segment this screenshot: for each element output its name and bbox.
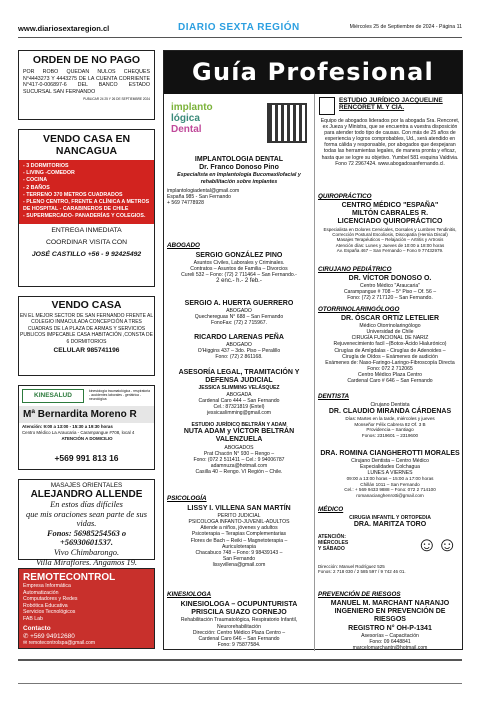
kinesalud-logo: KINESALUD [22, 389, 84, 403]
kinesalud-dom: ATENCIÓN A DOMICILIO [61, 436, 113, 442]
larenas-block [167, 334, 311, 360]
feature-item: - SUPERMERCADO- PANADERÍAS Y COLEGIOS. [23, 213, 146, 220]
kinesalud-info [22, 424, 152, 443]
implanto-name: Dr. Franco Donoso Pino [199, 164, 279, 172]
vdonoso-block [318, 275, 462, 301]
vdonoso-name: DR. VÍCTOR DONOSO O. [348, 275, 432, 282]
remo-email[interactable] [23, 640, 150, 646]
remo-item: Computadores y Redes [23, 596, 78, 603]
qr-code-icon [267, 103, 307, 143]
naranjo-email[interactable]: marcelomarchantn@hotmail.com [352, 645, 428, 651]
villena-line: PSICOLOGA INFANTO-JUVENIL-ADULTOS [188, 519, 290, 526]
orden-no-pago-ad [18, 50, 155, 120]
ortiz-line: Exámenes de: Naso-Faringo-Laringo-Fibroscopía Directa [325, 359, 455, 366]
guia-left-column [164, 94, 314, 651]
villena-line: Psicoterapia – Terapias Complementarias [191, 531, 287, 538]
guia-banner: Guía Profesional [164, 51, 462, 94]
vendo-casa-ad [18, 296, 155, 376]
ortiz-name: DR. ÓSCAR ORTIZ LETELIER [341, 315, 439, 322]
beltran-line: ABOGADOS [224, 444, 254, 451]
quiro-name: MILTÓN CABRALES R. [351, 210, 429, 218]
maritza-spec: CIRUGIA INFANTIL Y ORTOPEDIA [349, 515, 431, 521]
larenas-name: RICARDO LARENAS PEÑA [194, 334, 284, 341]
maritza-contact [318, 564, 462, 575]
logo-line: implanto [171, 102, 213, 113]
suazo-line: Cardenal Caro 646 – San Fernando [198, 635, 280, 642]
implanto-title: IMPLANTOLOGIA DENTAL [194, 156, 284, 163]
section-medico: MÉDICO [318, 506, 344, 513]
suazo-line: Neurorehabilitación [217, 623, 261, 630]
implanto-block [167, 156, 311, 207]
beltran-block [167, 422, 311, 475]
ortiz-line: Fono: 072 2 712065 [367, 365, 413, 372]
ortiz-line: Cardenal Caro # 646 – San Fernando [347, 378, 433, 385]
gonzalez-block [167, 252, 311, 285]
page-divider [18, 659, 462, 661]
casa1-contact: JOSÉ CASTILLO +56 - 9 92425492 [31, 250, 142, 258]
guia-profesional [163, 50, 463, 650]
newspaper-title: DIARIO SEXTA REGIÓN [178, 22, 300, 33]
naranjo-title: INGENIERO EN PREVENCIÓN DE RIESGOS [334, 608, 446, 624]
gonzalez-line: 2 enc.- h.- 2 feb.- [216, 278, 262, 285]
section-abogado: ABOGADO [167, 242, 200, 249]
masajes-fono[interactable]: Fonos: 56985254563 o +56930601537. [46, 528, 127, 548]
cardenas-line: Providencia – Santiago [366, 427, 414, 433]
naranjo-name: MANUEL M. MARCHANT NARANJO [330, 600, 450, 607]
section-otorrino: OTORRINOLARINGÓLOGO [318, 306, 400, 313]
implanto-email[interactable]: implantologiadental@gmail.com [167, 188, 240, 195]
casa2-cel: CELULAR 985741196 [53, 347, 120, 355]
law-firm-icon [319, 97, 335, 115]
masajes-l1: En estos días difíciles [50, 500, 123, 509]
beltran-line: Casilla 40 – Rengo. VI Región – Chile. [195, 468, 283, 475]
asesoria-line: Cel.: 87321819 (Entel) [213, 403, 265, 410]
implanto-phone[interactable]: + 569 74778928 [167, 200, 204, 207]
remo-phone[interactable] [23, 632, 150, 640]
rencoret-name: ESTUDIO JURÍDICO JACQUELINE RENCORET M. Y CÍA. [339, 97, 443, 112]
mail-icon: ✉ [23, 639, 29, 646]
maritza-schedule [318, 534, 408, 552]
asesoria-lawyer: JESSICA SLIMMING VELÁSQUEZ [198, 385, 280, 392]
feature-item: - COCINA [23, 177, 48, 184]
ortiz-line: Rejuvenecimiento facil –(Botox-Ácido Hialurónico) [333, 341, 447, 348]
suazo-title: KINESIOLOGA – OCUPUNTURISTA [180, 601, 298, 608]
ortiz-line: Médico Otorrinolaringólogo [359, 323, 421, 330]
quiro-line: Atención días: Lunes y Jueves de 10:00 a 18:00 horas [335, 242, 445, 248]
casa1-coordinar: COORDINAR VISITA CON [45, 238, 128, 246]
gonzalez-line: Cureli 532 – Fono: (72) 2 711464 – San Fernando.- [181, 272, 297, 279]
ortiz-line: Cirugías de Amígdalas - Cirugías de Adenoides – [334, 347, 446, 354]
villena-email[interactable]: lissyvillena@gmail.com [212, 561, 266, 568]
masajes-ad [18, 479, 155, 567]
beltran-name: NUTA ADAM y VÍCTOR BELTRÁN VALENZUELA [183, 428, 295, 444]
orden-text: POR ROBO QUEDAN NULOS CHEQUES N°4443273 Y 4443275 DE LA CUENTA CORRIENTE N°417-0-006897-6 DEL BANCO ESTADO SUCURSAL SAN FERNANDO [23, 69, 150, 95]
larenas-line: Fono: (72) 2 861168. [215, 354, 263, 361]
cardenas-block [318, 402, 462, 438]
feature-item: - PLENO CENTRO, FRENTE A CLÍNICA A METROS DE HOSPITAL - CARABINEROS DE CHILE [23, 199, 150, 213]
casa2-text: EN EL MEJOR SECTOR DE SAN FERNANDO FRENTE AL COLEGIO INMACULADA CONCEPCIÓN A TRES CUADRAS DE LA PLAZA DE ARMAS Y SERVICIOS PUBLICOS IMPECABLE CASA HABITACIÓN ,CONSTA DE 6 DORMITORIOS [19, 313, 154, 345]
implanto-logo-area [167, 99, 311, 154]
suazo-line: Rehabilitación Traumatológica, Respiratorio Infantil, [180, 617, 298, 624]
kinesalud-name: Mª Bernardita Moreno R [19, 406, 154, 423]
phone-icon: ✆ [23, 632, 31, 640]
cardenas-line: Fonos: 2319601 – 2319600 [361, 432, 419, 438]
implanto-addr: España 985 - San Fernando [167, 194, 232, 201]
villena-name: LISSY I. VILLENA SAN MARTÍN [187, 505, 291, 512]
cardenas-line: Días: Martes en la tarde, miércoles y jueves [345, 416, 435, 422]
huerta-name: SERGIO A. HUERTA GUERRERO [184, 300, 294, 307]
implanto-spec: Especialista en Implantología Bucomaxilofacial y rehabilitación sobre implantes [177, 172, 301, 185]
quiro-title: LICENCIADO QUIROPRÁCTICO [337, 218, 443, 226]
page-header [18, 22, 462, 38]
kinesalud-addr: Centro Médico La Araucaria - Carampangue #708, local 4 [22, 430, 135, 436]
masajes-name: ALEJANDRO ALLENDE [30, 489, 143, 500]
kinesalud-sub: kinesiología traumatológica - respiratoria - accidentes laborales - geriátrica - neurológica [89, 389, 151, 402]
remo-email-text: remotecontrolspa@gmail.com [28, 639, 96, 646]
quiro-block [318, 202, 462, 254]
orden-pub: PUBLICAR 24 25 Y 26 DE SEPTIEMBRE 2024 [83, 97, 150, 102]
naranjo-line: Fono: 09 6448841 [369, 638, 411, 645]
casa1-title: VENDO CASA EN NANCAGUA [42, 133, 131, 157]
section-quiropractico: QUIROPRÁCTICO [318, 193, 372, 200]
asesoria-email[interactable]: jessicaslimming@gmail.com [206, 409, 272, 416]
romina-name: DRA. ROMINA CIANGHEROTTI MORALES [320, 450, 460, 457]
larenas-line: ABOGADO [226, 342, 252, 349]
maritza-line: Y SÁBADO [318, 546, 345, 553]
page-date: Miércoles 25 de Septiembre de 2024 - Página 11 [349, 24, 462, 30]
villena-line: Atiende a niños, jóvenes y adultos [200, 525, 278, 532]
gonzalez-line: Contratos – Asuntos de Familia – Divorcios [190, 266, 288, 273]
villena-block [167, 505, 311, 568]
romina-line: LUNES A VIERNES [367, 470, 413, 477]
romina-email[interactable]: romanacianghenrotti@gmail.com [356, 492, 424, 498]
remo-phone-text: +569 94912680 [30, 632, 75, 640]
huerta-line: Quechereguas N° 688 – San Fernando [194, 314, 284, 321]
vdonoso-line: Fono: (72) 2 717120 – San Fernando. [347, 295, 433, 302]
remo-item: Servicios Tecnológicos [23, 609, 76, 616]
ortiz-line: CIRUGÍA FUNCIONAL DE NARIZ [351, 335, 429, 342]
casa1-features [19, 160, 154, 224]
quiro-center: CENTRO MÉDICO "ESPAÑA" [341, 202, 439, 209]
kinesalud-ad [18, 385, 155, 470]
cardenas-line: Monseñor Félix Cabrera 82 Of. 3 B [354, 421, 426, 427]
villena-line: Auriculoterapia [222, 543, 256, 550]
page-divider-bottom [18, 683, 462, 684]
huerta-line: ABOGADO [226, 308, 252, 315]
asesoria-line: ABOGADA [226, 391, 252, 398]
section-dentista: DENTISTA [318, 393, 350, 400]
quiro-line: Av. España 467 – San Fernando – Fono 9 77432979. [336, 248, 444, 254]
section-kinesiologa: KINESIOLOGA [167, 591, 212, 598]
asesoria-name: ASESORÍA LEGAL, TRAMITACIÓN Y DEFENSA JUDICIAL [178, 369, 300, 385]
masajes-l2: que mis oraciones sean parte de sus vidas. [26, 509, 147, 529]
remo-item: FAB Lab [23, 615, 43, 622]
ortiz-line: Cirugía de Oídos – Exámenes de audición [342, 353, 438, 360]
naranjo-registro: REGISTRO N° OH-P-1341 [348, 624, 432, 632]
gonzalez-name: SERGIO GONZÁLEZ PINO [195, 252, 283, 259]
rencoret-text: Equipo de abogados liderados por la abogada Sra. Rencoret, ex Jueza y Ministra, que se encuentra a vuestra disposición para atender todo tipo de causas. Con más de 25 años de experiencia y logros comprobables, Ud., será atendido en forma cálida y responsable, por abogados que despejaran todas las herramientas legales, de manera pronta y eficaz, hasta que se logre su objetivo. Yumbel 581 esquina Valdivia. Fono 72 2967424. www.abogadosanfernando.cl. [320, 118, 460, 167]
remo-contact: Contacto [23, 624, 51, 632]
section-psicologia: PSICOLOGÍA [167, 495, 207, 502]
children-icon: ☺☺ [416, 534, 458, 556]
logo-line: lógica [171, 113, 200, 124]
remo-item: Robótica Educativa [23, 602, 68, 609]
ortiz-block [318, 315, 462, 384]
section-cirujano-pediatrico: CIRUJANO PEDIÁTRICO [318, 266, 392, 273]
suazo-line: Dirección: Centro Médico Plaza Centro – [192, 629, 286, 636]
feature-item: - 3 DORMITORIOS [23, 163, 69, 169]
casa2-title: VENDO CASA [51, 299, 122, 311]
masajes-l5: Villa Miraflores. Angamos 19. [35, 557, 138, 567]
casa1-entrega: ENTREGA INMEDIATA [51, 226, 122, 234]
vendo-casa-nancagua-ad [18, 129, 155, 287]
naranjo-line: Asesorías – Capacitación [361, 632, 419, 639]
huerta-block [167, 300, 311, 326]
remo-item: Automatización [23, 589, 59, 596]
villena-line: Chacabuco 748 – Fono: 9 98439143 – [195, 549, 283, 556]
romina-line: Chillán 1011 – San Fernando [360, 481, 420, 487]
romina-line: Cel.: + 569 9433 9888 – Fono: 072 2 714100 [344, 487, 436, 493]
quiro-line: Especialista en Dolores Cervicales, Dorsales y Lumbres Tendinitis, Corrección Postural Escoliosis, Discopatía (Hernia Discal) [323, 226, 457, 238]
site-url[interactable]: www.diariosextaregion.cl [18, 24, 110, 33]
romina-line: 09:00 a 13:00 horas – 15:00 a 17:00 horas [346, 476, 434, 482]
larenas-line: O'Higgins 437 – 3do. Piso – Peralillo [197, 348, 281, 355]
maritza-line: ATENCIÓN: [318, 534, 346, 540]
beltran-firm: ESTUDIO JURÍDICO BELTRÁN Y ADAM [191, 422, 287, 428]
asesoria-block [167, 369, 311, 416]
implanto-logo [171, 102, 251, 144]
kinesalud-hours: Atención: 9:00 a 13:00 - 15:30 a 19:30 horas [22, 424, 113, 429]
maritza-name: DRA. MARITZA TORO [353, 521, 427, 529]
remo-title: REMOTECONTROL [23, 572, 116, 583]
huerta-line: FonoFax: (72) 2 715967. [210, 320, 268, 327]
romina-block [318, 450, 462, 498]
logo-line: Dental [171, 124, 202, 135]
guia-right-column [314, 94, 464, 651]
feature-item: - LIVING -COMEDOR [23, 170, 75, 177]
beltran-line: Fono: (072 2 511411 – Cel.: 9 94006787 [193, 456, 285, 463]
remotecontrol-ad [18, 568, 155, 649]
romina-line: Cirujano Dentista – Centro Médico [351, 458, 429, 465]
feature-item: - 2 BAÑOS [23, 184, 50, 191]
ortiz-line: Universidad de Chile [366, 329, 414, 336]
suazo-block [167, 601, 311, 648]
masajes-title: MASAJES ORIENTALES [50, 482, 123, 489]
villena-line: PERITO JUDICIAL [217, 513, 261, 520]
naranjo-block [318, 600, 462, 651]
maritza-line: MIÉRCOLES [318, 540, 349, 547]
villena-line: San Fernando [222, 555, 256, 562]
cardenas-name: DR. CLAUDIO MIRANDA CÁRDENAS [328, 408, 452, 416]
beltran-email[interactable]: adamnuza@hotmail.com [210, 462, 268, 469]
maritza-line: Fonos: 2 718 030 / 2 585 597 / 9 742 46 01. [318, 569, 406, 575]
quiro-line: Masajes Terapéuticos – Relajación – Artritis y Artrosis [336, 237, 444, 243]
vdonoso-line: Centro Médico "Araucaria" [360, 283, 420, 290]
beltran-line: Prat Chacón N° 930 – Rengo – [203, 450, 275, 457]
suazo-name: PRISCILA SUAZO CORNEJO [191, 609, 287, 617]
section-prevencion: PREVENCIÓN DE RIESGOS [318, 591, 401, 598]
masajes-l4: Vivo Chimbarongo. [53, 547, 120, 557]
feature-item: - TERRENO 370 METROS CUADRADOS [23, 191, 123, 198]
cardenas-title: Cirujano Dentista [370, 402, 410, 408]
kinesalud-phone[interactable]: +569 991 813 16 [54, 453, 119, 463]
suazo-line: Fono: 9 75877584. [217, 641, 261, 648]
ortiz-line: Centro Médico Plaza Centro [358, 371, 422, 378]
gonzalez-line: Asuntos Civiles, Laborales y Criminales. [193, 260, 285, 267]
villena-line: Flores de Bach – Reiki – Magnetoterapia – [190, 537, 288, 544]
asesoria-line: Cardenal Caro 444 – San Fernando [198, 397, 280, 404]
remo-item: Empresa Informática [23, 583, 71, 589]
vdonoso-line: Carampangue # 708 – 5° Piso – Of. 56 – [343, 289, 437, 296]
maritza-line: Dirección: Manuel Rodríguez 525 [318, 564, 385, 569]
orden-title: ORDEN DE NO PAGO [32, 54, 141, 66]
romina-line: Especialidades Colchagua [359, 464, 421, 471]
